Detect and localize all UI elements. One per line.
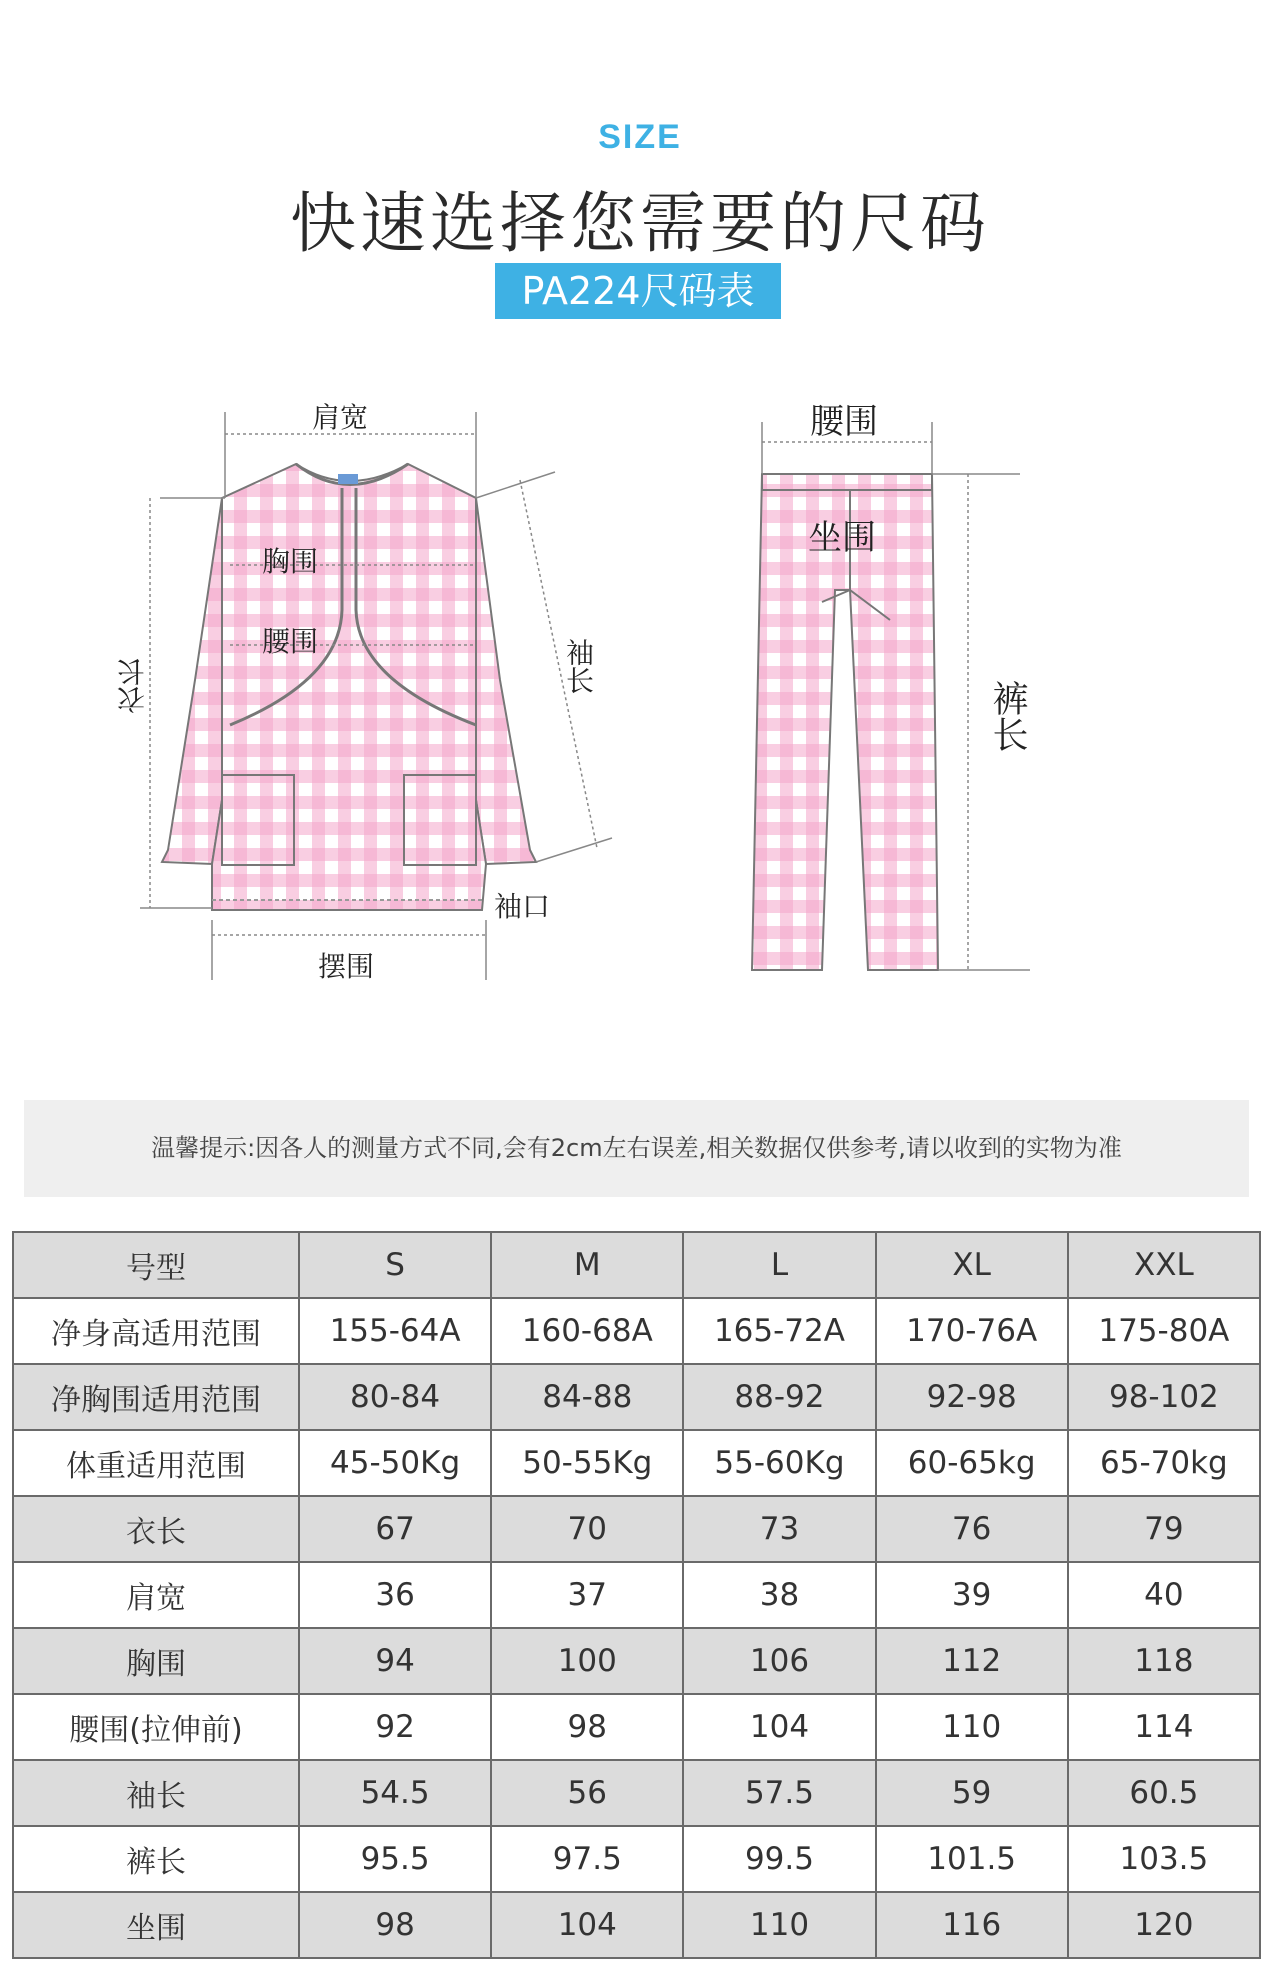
row-label: 肩宽: [13, 1562, 299, 1628]
header-cell-size: L: [683, 1232, 875, 1298]
header-cell-size: XXL: [1068, 1232, 1260, 1298]
table-cell: 110: [876, 1694, 1068, 1760]
table-cell: 80-84: [299, 1364, 491, 1430]
hem-label: 摆围: [318, 950, 375, 983]
table-cell: 76: [876, 1496, 1068, 1562]
table-cell: 92: [299, 1694, 491, 1760]
size-chart-badge: PA224尺码表: [495, 263, 781, 319]
table-header-row: [13, 1232, 1260, 1298]
table-row: [13, 1430, 1260, 1496]
chest-label: 胸围: [262, 545, 319, 578]
notice-banner: 温馨提示:因各人的测量方式不同,会有2cm左右误差,相关数据仅供参考,请以收到的实物为准: [24, 1100, 1249, 1197]
table-cell: 99.5: [683, 1826, 875, 1892]
table-cell: 116: [876, 1892, 1068, 1958]
table-cell: 95.5: [299, 1826, 491, 1892]
table-cell: 103.5: [1068, 1826, 1260, 1892]
pants-waist-label: 腰围: [810, 402, 878, 442]
row-label: 衣长: [13, 1496, 299, 1562]
table-cell: 92-98: [876, 1364, 1068, 1430]
table-row: [13, 1298, 1260, 1364]
table-row: [13, 1694, 1260, 1760]
header-cell-size: M: [491, 1232, 683, 1298]
table-row: [13, 1562, 1260, 1628]
row-label: 净胸围适用范围: [13, 1364, 299, 1430]
table-cell: 70: [491, 1496, 683, 1562]
table-row: [13, 1496, 1260, 1562]
table-cell: 60-65kg: [876, 1430, 1068, 1496]
table-cell: 106: [683, 1628, 875, 1694]
table-cell: 56: [491, 1760, 683, 1826]
table-cell: 170-76A: [876, 1298, 1068, 1364]
table-cell: 65-70kg: [1068, 1430, 1260, 1496]
table-cell: 36: [299, 1562, 491, 1628]
table-cell: 98: [491, 1694, 683, 1760]
header-cell-size-type: 号型: [13, 1232, 299, 1298]
table-cell: 57.5: [683, 1760, 875, 1826]
pants-length-label: 裤长: [987, 680, 1028, 752]
table-cell: 100: [491, 1628, 683, 1694]
waist-label: 腰围: [262, 625, 319, 658]
table-cell: 54.5: [299, 1760, 491, 1826]
table-cell: 73: [683, 1496, 875, 1562]
table-cell: 97.5: [491, 1826, 683, 1892]
row-label: 胸围: [13, 1628, 299, 1694]
table-cell: 120: [1068, 1892, 1260, 1958]
table-row: [13, 1760, 1260, 1826]
length-label: 衣长: [116, 658, 149, 714]
size-table: [12, 1231, 1261, 1959]
table-cell: 114: [1068, 1694, 1260, 1760]
shirt-illustration: [162, 464, 536, 910]
table-cell: 79: [1068, 1496, 1260, 1562]
table-cell: 165-72A: [683, 1298, 875, 1364]
table-cell: 175-80A: [1068, 1298, 1260, 1364]
table-cell: 110: [683, 1892, 875, 1958]
table-row: [13, 1628, 1260, 1694]
table-cell: 55-60Kg: [683, 1430, 875, 1496]
table-row: [13, 1826, 1260, 1892]
table-cell: 37: [491, 1562, 683, 1628]
table-cell: 101.5: [876, 1826, 1068, 1892]
size-label: SIZE: [598, 118, 682, 156]
header-cell-size: XL: [876, 1232, 1068, 1298]
table-cell: 155-64A: [299, 1298, 491, 1364]
table-cell: 50-55Kg: [491, 1430, 683, 1496]
table-row: [13, 1892, 1260, 1958]
table-cell: 39: [876, 1562, 1068, 1628]
page-title: 快速选择您需要的尺码: [290, 185, 990, 262]
table-cell: 88-92: [683, 1364, 875, 1430]
table-cell: 112: [876, 1628, 1068, 1694]
header-cell-size: S: [299, 1232, 491, 1298]
table-cell: 40: [1068, 1562, 1260, 1628]
row-label: 净身高适用范围: [13, 1298, 299, 1364]
table-cell: 118: [1068, 1628, 1260, 1694]
row-label: 腰围(拉伸前): [13, 1694, 299, 1760]
row-label: 袖长: [13, 1760, 299, 1826]
table-cell: 160-68A: [491, 1298, 683, 1364]
table-row: [13, 1364, 1260, 1430]
row-label: 坐围: [13, 1892, 299, 1958]
table-cell: 38: [683, 1562, 875, 1628]
table-cell: 67: [299, 1496, 491, 1562]
measurement-diagram: [0, 380, 1280, 1000]
table-cell: 45-50Kg: [299, 1430, 491, 1496]
table-cell: 94: [299, 1628, 491, 1694]
shoulder-label: 肩宽: [312, 401, 369, 434]
table-cell: 60.5: [1068, 1760, 1260, 1826]
table-cell: 104: [683, 1694, 875, 1760]
cuff-label: 袖口: [494, 890, 551, 923]
table-cell: 84-88: [491, 1364, 683, 1430]
sleeve-label: 袖长: [562, 638, 595, 694]
table-cell: 98: [299, 1892, 491, 1958]
seat-label: 坐围: [808, 518, 876, 558]
table-cell: 59: [876, 1760, 1068, 1826]
row-label: 裤长: [13, 1826, 299, 1892]
table-cell: 98-102: [1068, 1364, 1260, 1430]
table-cell: 104: [491, 1892, 683, 1958]
row-label: 体重适用范围: [13, 1430, 299, 1496]
